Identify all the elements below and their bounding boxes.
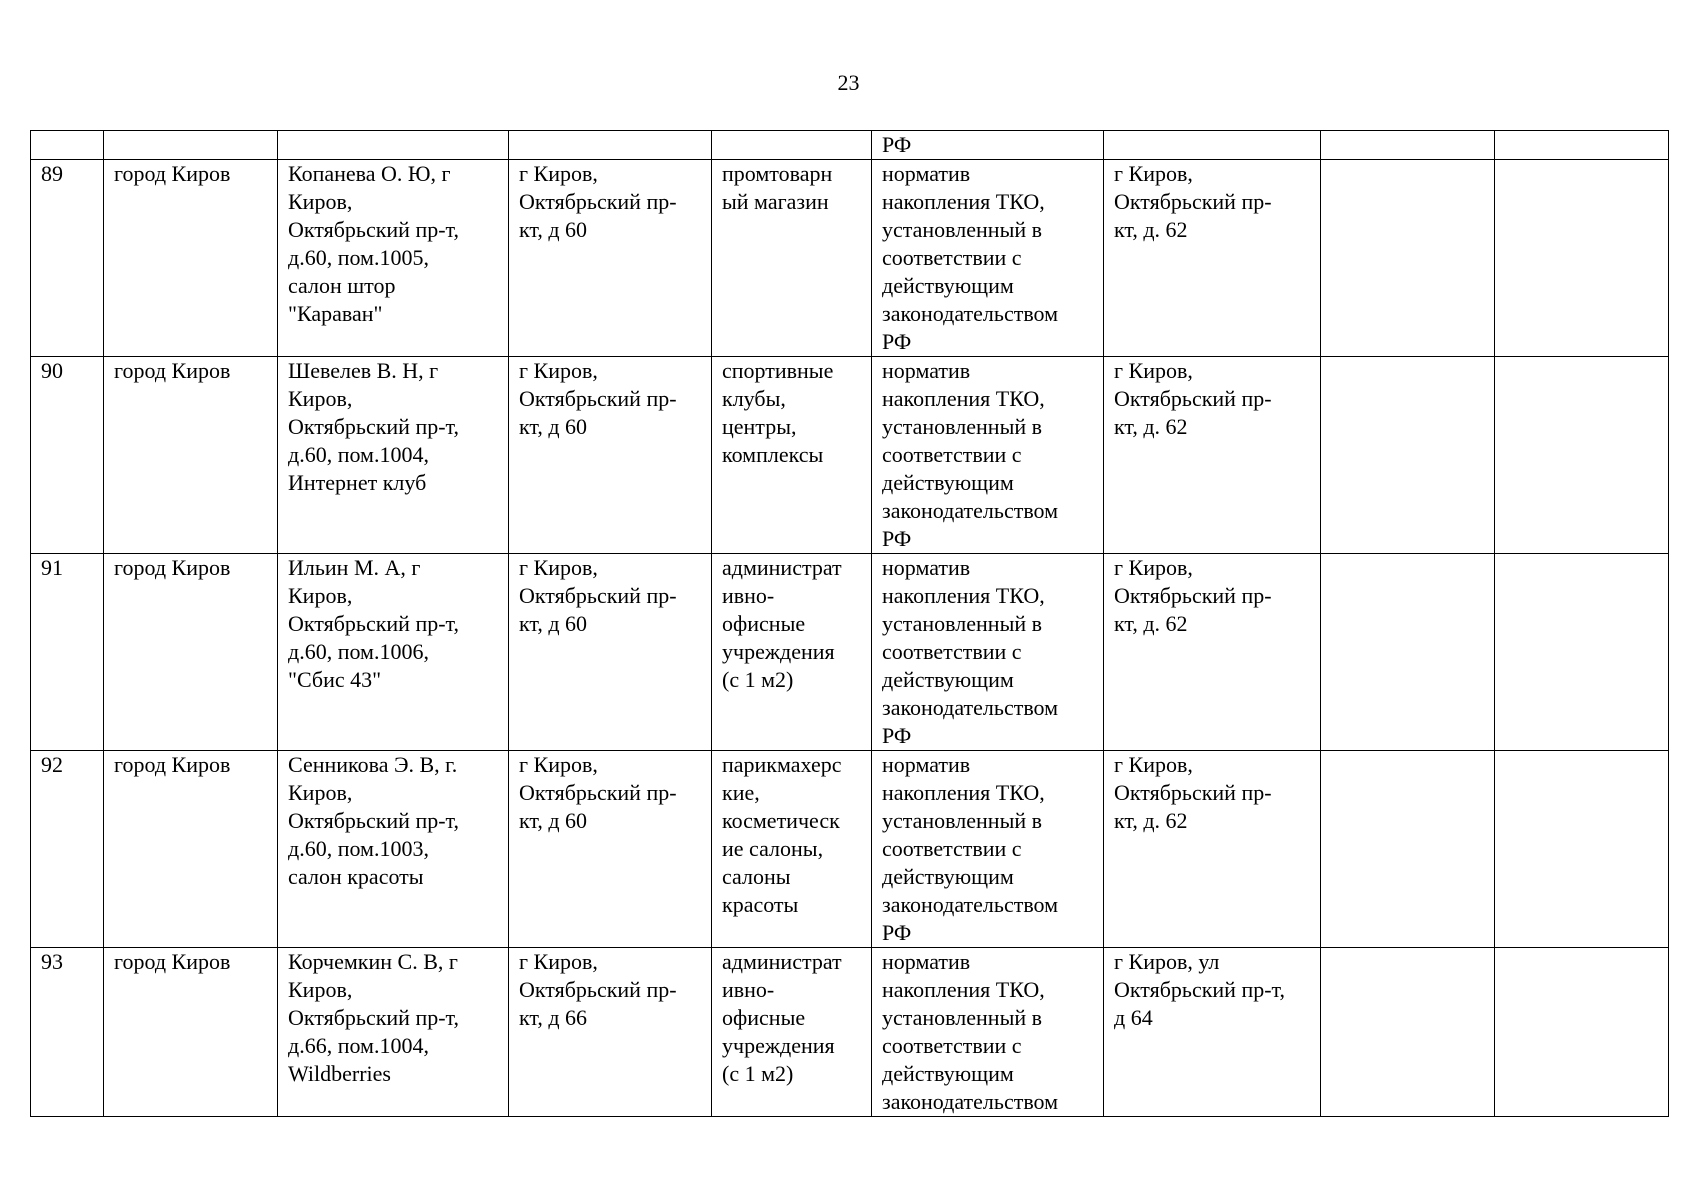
table-row <box>31 357 1669 554</box>
cell-norm: норматив накопления ТКО, установленный в соответствии с действующим законодательством РФ <box>872 751 1104 948</box>
cell-number: 93 <box>31 948 104 1117</box>
cell-number: 89 <box>31 160 104 357</box>
cell-site: г Киров, Октябрьский пр- кт, д. 62 <box>1104 751 1321 948</box>
cell-category: спортивные клубы, центры, комплексы <box>712 357 872 554</box>
cell-extra-2 <box>1495 554 1669 751</box>
waste-sites-table <box>30 130 1669 1117</box>
cell-norm: норматив накопления ТКО, установленный в соответствии с действующим законодательством РФ <box>872 357 1104 554</box>
cell-extra-1 <box>1321 948 1495 1117</box>
cell-norm: норматив накопления ТКО, установленный в соответствии с действующим законодательством РФ <box>872 160 1104 357</box>
table-row-continued <box>31 131 1669 160</box>
cell-category: парикмахерс кие, косметическ ие салоны, салоны красоты <box>712 751 872 948</box>
cell-number <box>31 131 104 160</box>
cell-settlement: город Киров <box>104 948 278 1117</box>
cell-norm: норматив накопления ТКО, установленный в соответствии с действующим законодательством РФ <box>872 554 1104 751</box>
cell-site: г Киров, Октябрьский пр- кт, д. 62 <box>1104 357 1321 554</box>
cell-address: г Киров, Октябрьский пр- кт, д 60 <box>509 751 712 948</box>
table-row <box>31 948 1669 1117</box>
cell-category: промтоварн ый магазин <box>712 160 872 357</box>
cell-extra-2 <box>1495 357 1669 554</box>
cell-owner: Ильин М. А, г Киров, Октябрьский пр-т, д.60, пом.1006, "Сбис 43" <box>278 554 509 751</box>
cell-extra-1 <box>1321 554 1495 751</box>
cell-extra-1 <box>1321 357 1495 554</box>
table-row <box>31 554 1669 751</box>
cell-extra-2 <box>1495 160 1669 357</box>
cell-address: г Киров, Октябрьский пр- кт, д 60 <box>509 160 712 357</box>
cell-category <box>712 131 872 160</box>
cell-address: г Киров, Октябрьский пр- кт, д 66 <box>509 948 712 1117</box>
cell-address <box>509 131 712 160</box>
cell-settlement: город Киров <box>104 751 278 948</box>
cell-category: администрат ивно- офисные учреждения (с 1 м2) <box>712 948 872 1117</box>
cell-owner: Корчемкин С. В, г Киров, Октябрьский пр-т, д.66, пом.1004, Wildberries <box>278 948 509 1117</box>
cell-norm: РФ <box>872 131 1104 160</box>
page-number: 23 <box>837 70 860 95</box>
cell-extra-2 <box>1495 948 1669 1117</box>
cell-site: г Киров, Октябрьский пр- кт, д. 62 <box>1104 160 1321 357</box>
cell-address: г Киров, Октябрьский пр- кт, д 60 <box>509 357 712 554</box>
cell-extra-2 <box>1495 751 1669 948</box>
cell-site: г Киров, ул Октябрьский пр-т, д 64 <box>1104 948 1321 1117</box>
table-row <box>31 160 1669 357</box>
cell-number: 90 <box>31 357 104 554</box>
cell-owner: Шевелев В. Н, г Киров, Октябрьский пр-т, д.60, пом.1004, Интернет клуб <box>278 357 509 554</box>
table-row <box>31 751 1669 948</box>
cell-site: г Киров, Октябрьский пр- кт, д. 62 <box>1104 554 1321 751</box>
cell-site <box>1104 131 1321 160</box>
cell-number: 91 <box>31 554 104 751</box>
cell-extra-2 <box>1495 131 1669 160</box>
cell-address: г Киров, Октябрьский пр- кт, д 60 <box>509 554 712 751</box>
cell-norm: норматив накопления ТКО, установленный в соответствии с действующим законодательством <box>872 948 1104 1117</box>
cell-number: 92 <box>31 751 104 948</box>
cell-settlement: город Киров <box>104 160 278 357</box>
cell-settlement: город Киров <box>104 357 278 554</box>
cell-owner <box>278 131 509 160</box>
cell-extra-1 <box>1321 131 1495 160</box>
cell-settlement: город Киров <box>104 554 278 751</box>
cell-owner: Копанева О. Ю, г Киров, Октябрьский пр-т, д.60, пом.1005, салон штор "Караван" <box>278 160 509 357</box>
cell-settlement <box>104 131 278 160</box>
cell-category: администрат ивно- офисные учреждения (с 1 м2) <box>712 554 872 751</box>
cell-extra-1 <box>1321 751 1495 948</box>
cell-owner: Сенникова Э. В, г. Киров, Октябрьский пр-т, д.60, пом.1003, салон красоты <box>278 751 509 948</box>
cell-extra-1 <box>1321 160 1495 357</box>
